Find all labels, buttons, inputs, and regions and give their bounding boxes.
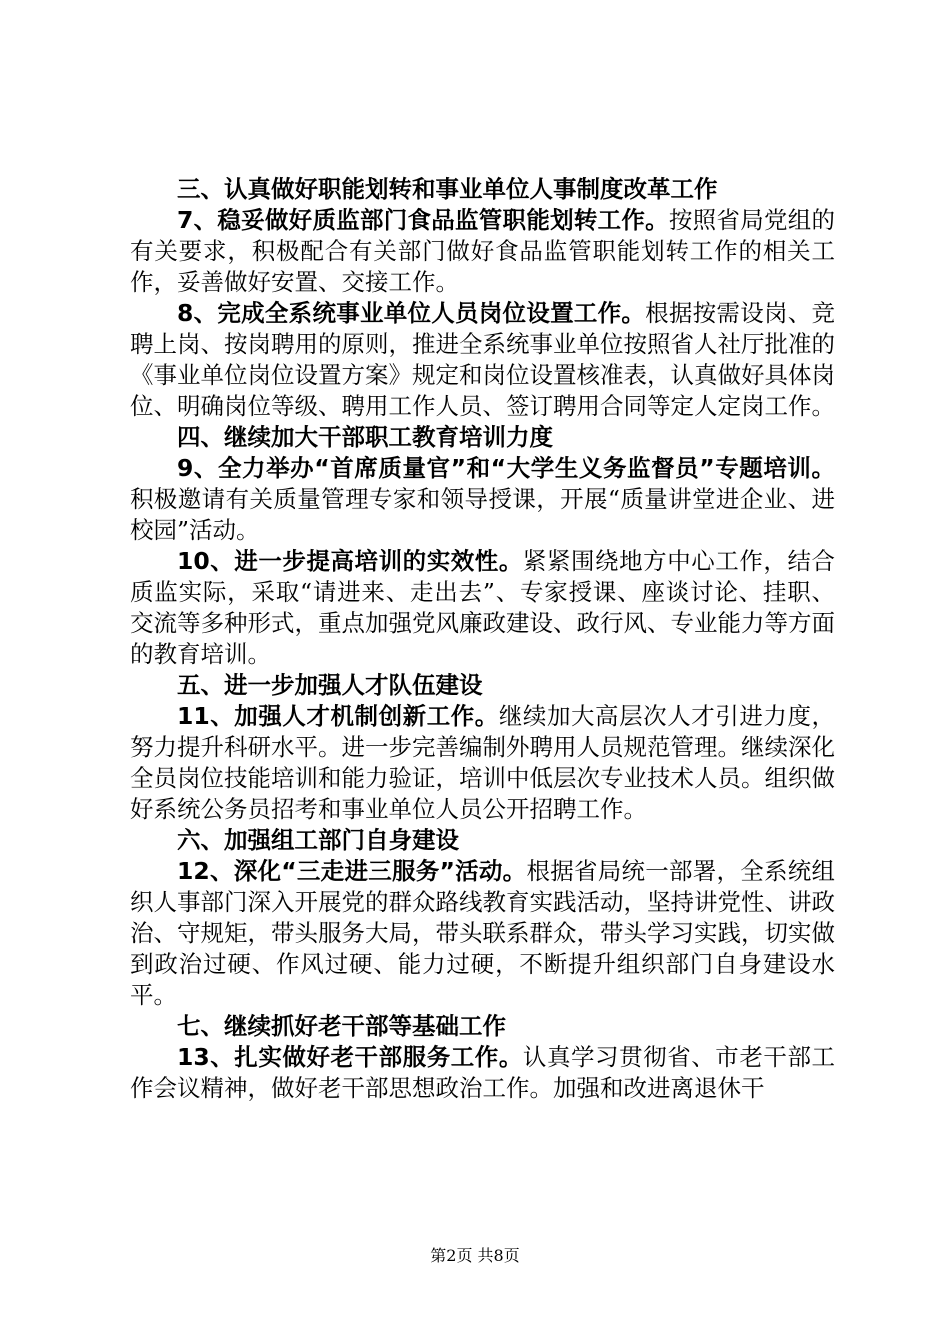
- paragraph-body: 继续加大高层次人才引进力度，努力提升科研水平。进一步完善编制外聘用人员规范管理。继续深化全员岗位技能培训和能力验证，培训中低层次专业技术人员。组织做好系统公务员招考和事业单位人员公开招聘工作。: [130, 702, 836, 823]
- paragraph-lead: 13、扎实做好老干部服务工作。: [177, 1043, 523, 1071]
- paragraph-body: 紧紧围绕地方中心工作，结合质监实际，采取“请进来、走出去”、专家授课、座谈讨论、挂职、交流等多种形式，重点加强党风廉政建设、政行风、专业能力等方面的教育培训。: [130, 547, 836, 668]
- paragraph-body: 认真学习贯彻省、市老干部工作会议精神，做好老干部思想政治工作。加强和改进离退休干: [130, 1043, 836, 1102]
- paragraph-body: 积极邀请有关质量管理专家和领导授课，开展“质量讲堂进企业、进校园”活动。: [130, 485, 835, 544]
- paragraph-lead: 9、全力举办“首席质量官”和“大学生义务监督员”专题培训。: [177, 454, 835, 482]
- paragraph: [130, 298, 835, 422]
- paragraph: [130, 546, 835, 670]
- page-number: 第2页 共8页: [430, 1246, 520, 1265]
- paragraph-body: 根据按需设岗、竞聘上岗、按岗聘用的原则，推进全系统事业单位按照省人社厅批准的《事业单位岗位设置方案》规定和岗位设置核准表，认真做好具体岗位、明确岗位等级、聘用工作人员、签订聘用合同等定人定岗工作。: [130, 299, 835, 420]
- paragraph: [130, 856, 835, 1011]
- paragraph-lead: 11、加强人才机制创新工作。: [177, 702, 499, 730]
- section-heading: 五、进一步加强人才队伍建设: [177, 671, 483, 699]
- paragraph-lead: 7、稳妥做好质监部门食品监管职能划转工作。: [177, 206, 669, 234]
- section-heading: 六、加强组工部门自身建设: [177, 826, 459, 854]
- paragraph: [130, 205, 835, 298]
- paragraph-body: 根据省局统一部署，全系统组织人事部门深入开展党的群众路线教育实践活动，坚持讲党性、讲政治、守规矩，带头服务大局，带头联系群众，带头学习实践，切实做到政治过硬、作风过硬、能力过硬，不断提升组织部门自身建设水平。: [130, 857, 836, 1009]
- paragraph: [130, 453, 835, 546]
- paragraph: [130, 1042, 835, 1104]
- paragraph-lead: 8、完成全系统事业单位人员岗位设置工作。: [177, 299, 646, 327]
- document-body: [130, 174, 835, 1104]
- section-heading: 七、继续抓好老干部等基础工作: [177, 1012, 506, 1040]
- paragraph-body: 按照省局党组的有关要求，积极配合有关部门做好食品监管职能划转工作的相关工作，妥善做好安置、交接工作。: [130, 206, 835, 296]
- section-heading: 三、认真做好职能划转和事业单位人事制度改革工作: [177, 175, 718, 203]
- paragraph-lead: 10、进一步提高培训的实效性。: [177, 547, 523, 575]
- paragraph-lead: 12、深化“三走进三服务”活动。: [177, 857, 527, 885]
- section-heading: 四、继续加大干部职工教育培训力度: [177, 423, 553, 451]
- paragraph: [130, 701, 835, 825]
